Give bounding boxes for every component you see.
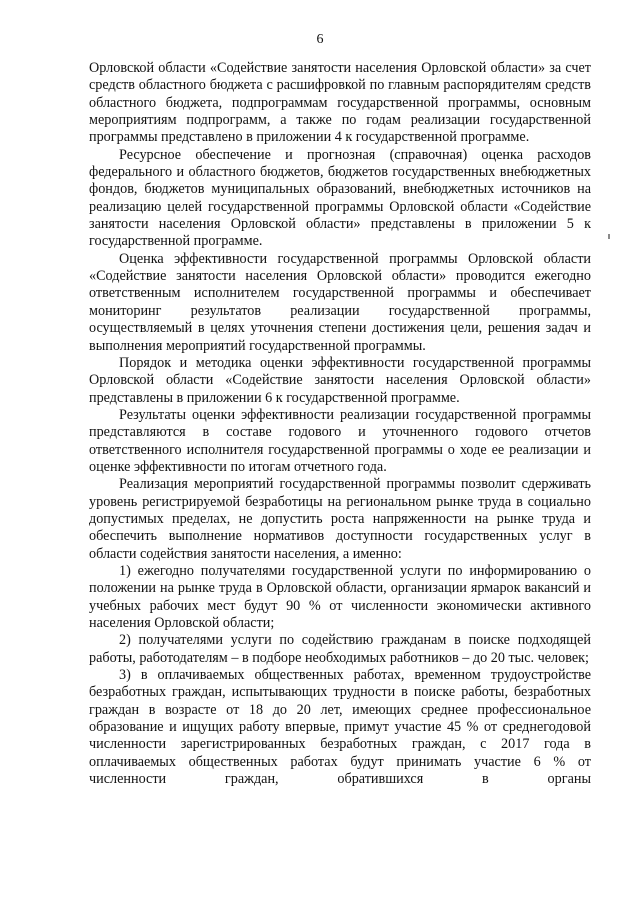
list-item-2: 2) получателями услуги по содействию гражданам в поиске подходящей работы, работодателям – в подборе необходимых работников – до 20 тыс. человек; [89, 632, 591, 666]
list-item-1: 1) ежегодно получателями государственной услуги по информированию о положении на рынке труда в Орловской области, организации ярмарок вакансий и учебных рабочих мест будут 90 % от численности экономически активного населения Орловской области; [89, 562, 591, 631]
paragraph-evaluation-results: Результаты оценки эффективности реализации государственной программы представляются в составе годового и уточненного годового отчетов ответственного исполнителя государственной программы о ходе ее реализации и оценке эффективности по итогам отчетного года. [89, 406, 591, 475]
paragraph-expected-results: Реализация мероприятий государственной программы позволит сдерживать уровень регистрируемой безработицы на региональном рынке труда в социально допустимых пределах, не допустить роста напряженности на рынке труда и обеспечить выполнение нормативов доступности государственных услуг в области содействия занятости населения, а именно: [89, 476, 591, 562]
paragraph-evaluation-methodology: Порядок и методика оценки эффективности государственной программы Орловской области «Содействие занятости населения Орловской области» представлены в приложении 6 к государственной программе. [89, 354, 591, 406]
margin-mark [608, 234, 610, 239]
paragraph-efficiency-evaluation: Оценка эффективности государственной программы Орловской области «Содействие занятости населения Орловской области» проводится ежегодно ответственным исполнителем государственной программы и обеспечивает мониторинг результатов реализации государственной программы, осуществляемый в целях уточнения степени достижения цели, решения задач и выполнения мероприятий государственной программы. [89, 250, 591, 354]
paragraph-continuation: Орловской области «Содействие занятости населения Орловской области» за счет средств областного бюджета с расшифровкой по главным распорядителям средств областного бюджета, подпрограммам государственной программы, основным мероприятиям подпрограмм, а также по годам реализации государственной программы представлено в приложении 4 к государственной программе. [89, 60, 591, 146]
page-number: 6 [316, 32, 324, 47]
list-item-3: 3) в оплачиваемых общественных работах, временном трудоустройстве безработных граждан, испытывающих трудности в поиске работы, безработных граждан в возрасте от 18 до 20 лет, имеющих среднее профессиональное образование и ищущих работу впервые, примут участие 45 % от среднегодовой численности зарегистрированных безработных граждан, с 2017 года в оплачиваемых общественных работах будут принимать участие 6 % от численности граждан, обратившихся в органы [89, 667, 591, 788]
paragraph-resource-provision: Ресурсное обеспечение и прогнозная (справочная) оценка расходов федерального и областного бюджетов, бюджетов государственных внебюджетных фондов, бюджетов муниципальных образований, внебюджетных источников на реализацию целей государственной программы Орловской области «Содействие занятости населения Орловской области» представлены в приложении 5 к государственной программе. [89, 146, 591, 250]
document-body [89, 60, 591, 788]
